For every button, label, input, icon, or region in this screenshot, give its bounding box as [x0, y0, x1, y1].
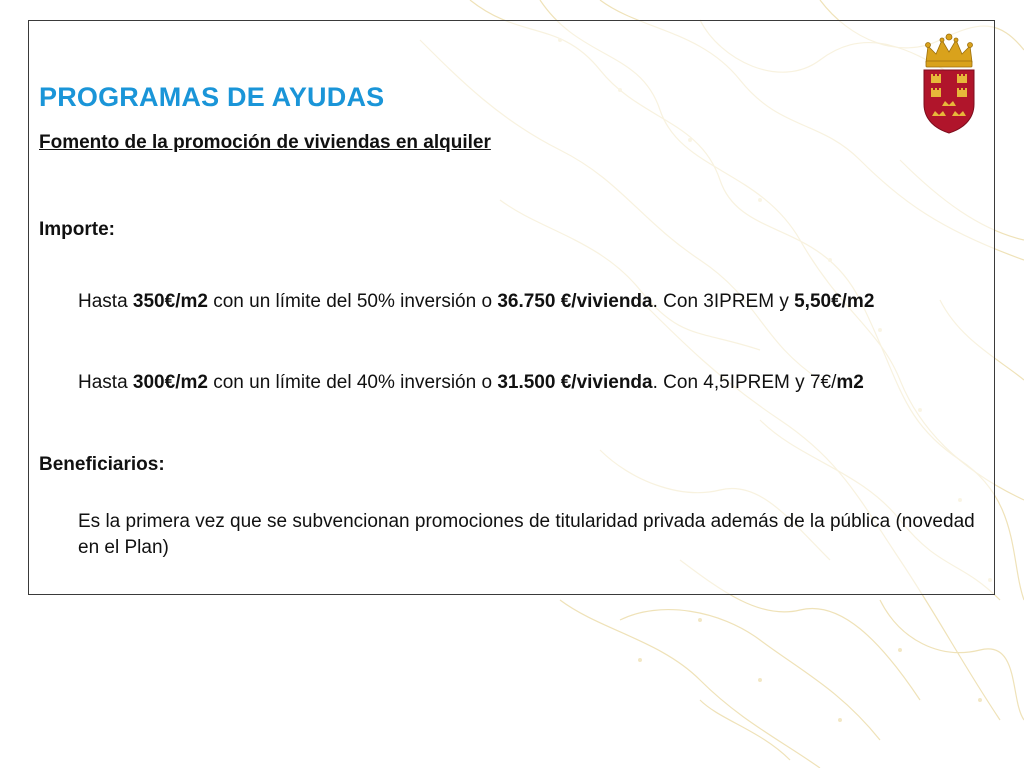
p2-text-1: Hasta — [78, 372, 133, 393]
slide-title: PROGRAMAS DE AYUDAS — [39, 82, 385, 112]
p2-text-4: 7€/ — [809, 372, 837, 393]
p1-bold-1: 350€/m2 — [132, 291, 208, 312]
p2-text-2: con un límite del 40% inversión o — [207, 372, 498, 393]
importe-label: Importe: — [39, 219, 115, 240]
p2-text-3: . Con 4,5IPREM y — [652, 372, 810, 393]
p1-bold-2: 36.750 €/vivienda — [497, 291, 653, 312]
p1-text-3: . Con 3IPREM y — [652, 291, 795, 312]
beneficiarios-paragraph: Es la primera vez que se subvencionan promociones de titularidad privada además de la pública (novedad en el Plan) — [78, 511, 975, 558]
p1-text-1: Hasta — [78, 291, 133, 312]
p1-text-2: con un límite del 50% inversión o — [207, 291, 498, 312]
beneficiarios-label: Beneficiarios: — [39, 454, 165, 475]
region-of-murcia-coat-of-arms-icon — [918, 32, 980, 134]
slide-subtitle: Fomento de la promoción de viviendas en alquiler — [39, 132, 491, 153]
importe-paragraph-2 — [78, 370, 983, 396]
importe-paragraph-1 — [78, 289, 983, 315]
p2-bold-3: m2 — [836, 372, 864, 393]
p1-bold-3: 5,50€/m2 — [794, 291, 875, 312]
p2-bold-1: 300€/m2 — [132, 372, 208, 393]
p2-bold-2: 31.500 €/vivienda — [497, 372, 653, 393]
